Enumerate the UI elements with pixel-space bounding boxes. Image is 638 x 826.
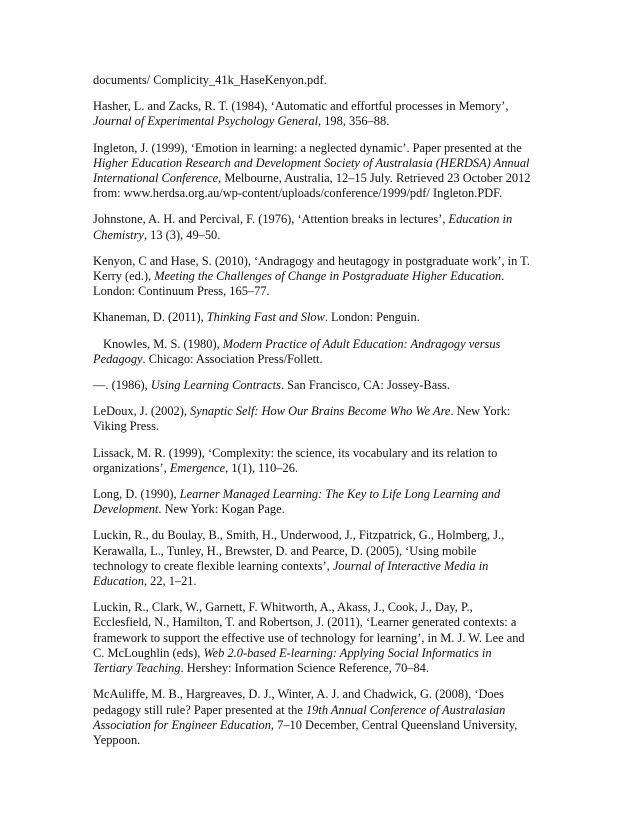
reference-text: . San Francisco, CA: Jossey-Bass. bbox=[280, 378, 450, 393]
reference-text: McAuliffe, M. B., Hargreaves, D. J., Winter, A. J. and Chadwick, G. (2008), ‘Does pedagogy still rule? Paper presented at the bbox=[93, 687, 504, 717]
reference-entry bbox=[93, 404, 533, 434]
reference-title-italic: Learner Managed Learning: The Key to Life Long Learning and Development bbox=[93, 487, 501, 517]
reference-text: 198, 356–88. bbox=[321, 114, 390, 129]
reference-text: Ingleton, J. (1999), ‘Emotion in learning: a neglected dynamic’. Paper presented at the bbox=[93, 140, 522, 155]
reference-text: Knowles, M. S. (1980), bbox=[103, 336, 223, 351]
reference-title-italic: Journal of Experimental Psychology General, bbox=[93, 114, 322, 129]
reference-text: LeDoux, J. (2002), bbox=[93, 404, 191, 419]
reference-title-italic: Emergence bbox=[169, 460, 226, 475]
reference-text: . New York: Kogan Page. bbox=[158, 502, 285, 517]
reference-title-italic: Meeting the Challenges of Change in Postgraduate Higher Education bbox=[154, 269, 502, 284]
reference-title-italic: Synaptic Self: How Our Brains Become Who We Are bbox=[190, 404, 451, 419]
reference-text: . London: Penguin. bbox=[324, 310, 420, 325]
reference-text: , 7–10 December, Central Queensland University, Yeppoon. bbox=[93, 717, 518, 747]
reference-text: . New York: Viking Press. bbox=[93, 404, 511, 434]
reference-title-italic: Education in Chemistry bbox=[93, 212, 513, 242]
reference-entry bbox=[93, 212, 533, 242]
reference-text: Khaneman, D. (2011), bbox=[93, 310, 207, 325]
reference-text: Long, D. (1990), bbox=[93, 487, 180, 502]
reference-entry bbox=[93, 310, 533, 325]
reference-text: , 22, 1–21. bbox=[143, 574, 197, 589]
reference-text: Lissack, M. R. (1999), ‘Complexity: the science, its vocabulary and its relation to organizations’, bbox=[93, 445, 498, 475]
reference-entry bbox=[93, 141, 533, 202]
reference-title-italic: Using Learning Contracts bbox=[150, 378, 281, 393]
reference-text: Luckin, R., Clark, W., Garnett, F. Whitworth, A., Akass, J., Cook, J., Day, P., Ecclesfield, N., Hamilton, T. and Robertson, J. (2011), ‘Learner generated contexts: a framework to support the effective use of technology for learning’, in M. J. W. Lee and C. McLoughlin (eds), bbox=[93, 600, 525, 660]
reference-text: —. (1986), bbox=[93, 378, 151, 393]
reference-title-italic: Journal of Interactive Media in Education bbox=[93, 558, 489, 589]
reference-text: Kenyon, C and Hase, S. (2010), ‘Andragogy and heutagogy in postgraduate work’, in T. Kerry (ed.), bbox=[93, 253, 530, 284]
reference-entry bbox=[93, 600, 533, 676]
reference-text: Johnstone, A. H. and Percival, F. (1976), ‘Attention breaks in lectures’, bbox=[93, 212, 449, 227]
reference-text: . Chicago: Association Press/Follett. bbox=[142, 351, 323, 366]
reference-entry bbox=[93, 337, 533, 367]
reference-title-italic: Modern Practice of Adult Education: Andragogy versus Pedagogy bbox=[93, 336, 501, 366]
reference-text: Luckin, R., du Boulay, B., Smith, H., Underwood, J., Fitzpatrick, G., Holmberg, J., Kerawalla, L., Tunley, H., Brewster, D. and Pearce, D. (2005), ‘Using mobile technology to create flexible learning contexts’, bbox=[93, 528, 505, 573]
reference-entry bbox=[93, 73, 533, 88]
reference-entry bbox=[93, 99, 533, 129]
reference-entry bbox=[93, 687, 533, 748]
reference-text: , 13 (3), 49–50. bbox=[143, 227, 221, 242]
reference-entry bbox=[93, 378, 533, 393]
reference-entry bbox=[93, 254, 533, 300]
reference-list bbox=[93, 73, 533, 759]
reference-title-italic: Thinking Fast and Slow bbox=[206, 310, 325, 325]
reference-text: . Hershey: Information Science Reference, 70–84. bbox=[180, 661, 429, 676]
reference-title-italic: Higher Education Research and Development Society of Australasia (HERDSA) Annual International Conference bbox=[93, 155, 530, 186]
reference-text: , Melbourne, Australia, 12–15 July. Retrieved 23 October 2012 from: www.herdsa.org.au/wp-content/uploads/conference/1999/pdf/ Ingleton.PDF. bbox=[93, 171, 531, 201]
reference-title-italic: 19th Annual Conference of Australasian Association for Engineer Education bbox=[93, 702, 506, 732]
reference-entry bbox=[93, 446, 533, 476]
reference-text: . London: Continuum Press, 165–77. bbox=[93, 269, 505, 299]
reference-entry bbox=[93, 487, 533, 517]
reference-title-italic: Web 2.0-based E-learning: Applying Social Informatics in Tertiary Teaching bbox=[93, 645, 492, 676]
reference-text: , 1(1), 110–26. bbox=[225, 460, 298, 475]
reference-text: documents/ Complicity_41k_HaseKenyon.pdf. bbox=[93, 73, 327, 87]
reference-text: Hasher, L. and Zacks, R. T. (1984), ‘Automatic and effortful processes in Memory’, bbox=[93, 99, 509, 114]
reference-entry bbox=[93, 528, 533, 589]
